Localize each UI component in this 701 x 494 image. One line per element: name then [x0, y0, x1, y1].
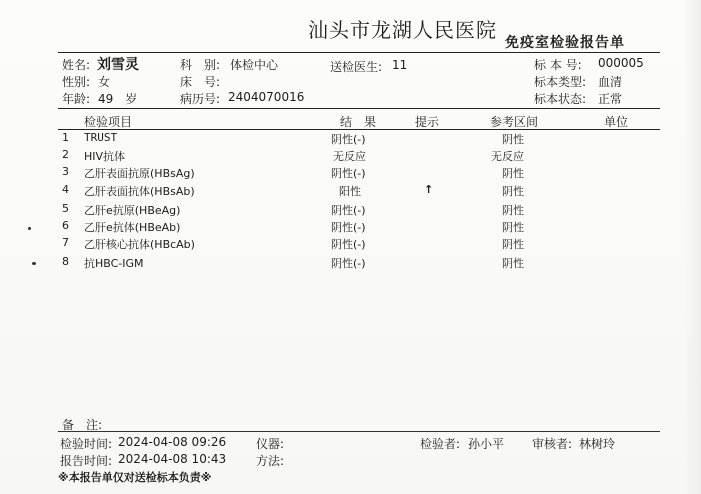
- col-header-result: 结 果: [340, 115, 377, 129]
- scan-mark: [28, 227, 31, 230]
- age-label: 年龄:: [62, 92, 91, 106]
- row-no: 3: [62, 165, 69, 178]
- row-item: 乙肝e抗原(HBeAg): [84, 204, 181, 217]
- reviewer-label: 审核者:: [532, 437, 573, 451]
- row-ref: 阴性: [502, 221, 524, 234]
- age-value: 49 岁: [98, 92, 138, 106]
- paper-edge-shadow: [683, 0, 701, 494]
- remarks-label: 备 注:: [62, 418, 103, 432]
- reviewer-value: 林树玲: [579, 437, 616, 451]
- col-header-unit: 单位: [604, 115, 629, 129]
- row-ref: 阴性: [502, 257, 524, 270]
- row-item: TRUST: [84, 131, 118, 144]
- specimen-type-label: 标本类型:: [534, 75, 587, 89]
- row-ref: 阴性: [502, 133, 524, 146]
- footer-top-rule: [58, 431, 660, 432]
- col-header-ref: 参考区间: [490, 115, 539, 129]
- row-no: 7: [62, 236, 69, 249]
- table-row: [0, 183, 701, 200]
- row-ref: 阴性: [502, 238, 524, 251]
- row-result: 阴性(-): [331, 221, 366, 234]
- table-row: [0, 219, 701, 236]
- test-time-label: 检验时间:: [60, 437, 113, 451]
- report-time-value: 2024-04-08 10:43: [118, 452, 227, 466]
- row-result: 阴性(-): [331, 257, 366, 270]
- hospital-name: 汕头市龙湖人民医院: [308, 18, 497, 42]
- row-item: 乙肝e抗体(HBeAb): [84, 221, 181, 234]
- row-result: 阴性(-): [331, 133, 366, 146]
- patient-name: 刘雪灵: [97, 57, 139, 73]
- doctor-label: 送检医生:: [330, 60, 383, 74]
- table-row: [0, 236, 701, 253]
- specimen-no-value: 000005: [598, 56, 644, 70]
- row-ref: 阴性: [502, 185, 524, 198]
- row-no: 1: [62, 131, 69, 144]
- report-subtitle: 免疫室检验报告单: [505, 35, 625, 51]
- dept-value: 体检中心: [230, 58, 279, 72]
- sex-label: 性别:: [62, 75, 91, 89]
- specimen-type-value: 血清: [598, 75, 623, 89]
- specimen-no-label: 标 本 号:: [534, 58, 582, 72]
- tester-value: 孙小平: [468, 437, 505, 451]
- row-no: 5: [62, 202, 69, 215]
- instrument-label: 仪器:: [256, 437, 285, 451]
- scan-mark: [32, 262, 36, 265]
- test-time-value: 2024-04-08 09:26: [118, 435, 227, 449]
- sex-value: 女: [98, 75, 111, 89]
- record-label: 病历号:: [180, 92, 221, 106]
- specimen-state-value: 正常: [598, 92, 623, 106]
- tester-label: 检验者:: [420, 437, 461, 451]
- hint-up-arrow-icon: ↑: [424, 183, 434, 196]
- row-result: 无反应: [333, 150, 366, 163]
- record-value: 2404070016: [228, 90, 305, 104]
- bed-label: 床 号:: [180, 75, 221, 89]
- specimen-state-label: 标本状态:: [534, 92, 587, 106]
- table-row: [0, 255, 701, 272]
- row-item: 抗HBC-IGM: [84, 257, 144, 270]
- row-result: 阴性(-): [331, 167, 366, 180]
- name-label: 姓名:: [62, 58, 91, 72]
- table-row: [0, 165, 701, 182]
- row-ref: 无反应: [491, 150, 524, 163]
- row-result: 阴性(-): [331, 238, 366, 251]
- table-row: [0, 131, 701, 148]
- info-bottom-rule: [58, 108, 660, 109]
- row-result: 阳性: [339, 185, 361, 198]
- table-row: [0, 148, 701, 165]
- row-no: 8: [62, 255, 69, 268]
- disclaimer: ※本报告单仅对送检标本负责※: [58, 471, 212, 484]
- row-no: 6: [62, 219, 69, 232]
- row-no: 4: [62, 183, 69, 196]
- row-no: 2: [62, 148, 69, 161]
- row-item: 乙肝表面抗体(HBsAb): [84, 185, 195, 198]
- row-item: 乙肝表面抗原(HBsAg): [84, 167, 195, 180]
- doctor-value: 11: [392, 58, 408, 72]
- row-result: 阴性(-): [331, 204, 366, 217]
- method-label: 方法:: [256, 454, 285, 468]
- report-time-label: 报告时间:: [60, 454, 113, 468]
- row-item: 乙肝核心抗体(HBcAb): [84, 238, 195, 251]
- col-header-item: 检验项目: [84, 115, 133, 129]
- row-item: HIV抗体: [84, 150, 126, 163]
- header-top-rule: [58, 52, 660, 53]
- dept-label: 科 别:: [180, 58, 221, 72]
- table-row: [0, 202, 701, 219]
- row-ref: 阴性: [502, 204, 524, 217]
- col-header-hint: 提示: [415, 115, 440, 129]
- row-ref: 阴性: [502, 167, 524, 180]
- table-header-rule: [58, 129, 660, 130]
